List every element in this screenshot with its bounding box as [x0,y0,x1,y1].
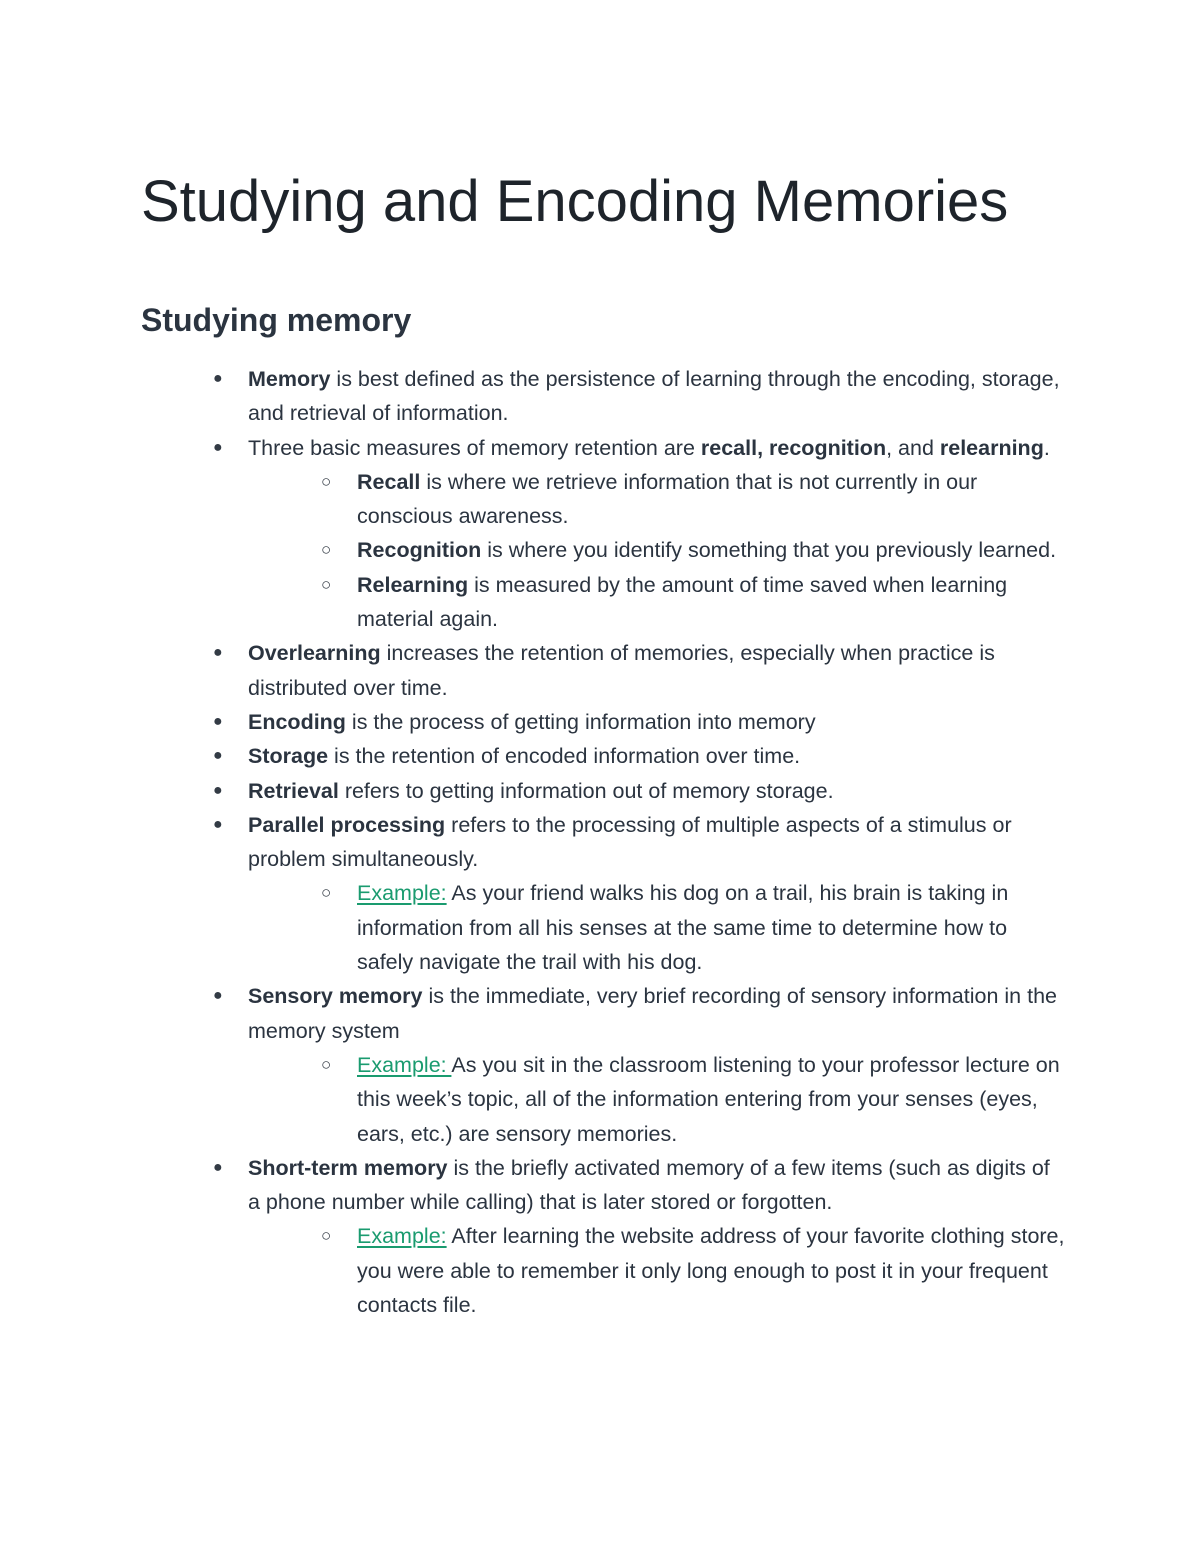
term: Overlearning [248,641,381,666]
list-item [0,705,1060,739]
term: Relearning [357,572,469,597]
page-title: Studying and Encoding Memories [141,169,1009,234]
example-label: Example: [357,881,447,906]
bullet-icon: ● [213,712,223,730]
list-item [0,362,1060,431]
item-text: is the briefly activated memory of a few items (such as digits of a phone number while calling) that is later stored or forgotten. [248,1155,1050,1215]
bullet-icon: ● [213,1158,223,1176]
item-text: . [1043,435,1050,460]
bullet-icon: ● [213,781,223,799]
sub-bullet-icon: ○ [321,574,332,594]
sub-list-item [0,465,1067,534]
term: relearning [939,435,1044,460]
notes-list [0,362,1200,1322]
bullet-icon: ● [213,370,223,387]
item-text: is where you identify something that you previously learned. [481,538,1057,563]
list-item [0,1151,1060,1220]
list-item [0,636,1060,705]
item-text: refers to the processing of multiple aspects of a stimulus or problem simultaneously. [248,812,1012,872]
sub-bullet-icon: ○ [321,471,332,491]
item-text: is the process of getting information into memory [345,709,816,734]
term: Memory [248,367,331,391]
list-item [0,739,1060,773]
item-text: As your friend walks his dog on a trail, his brain is taking in information from all his senses at the same time to determine how to safely navigate the trail with his dog. [357,881,1009,975]
sub-list-item [0,533,1067,567]
item-text: is where we retrieve information that is not currently in our conscious awareness. [357,469,978,529]
list-item [0,808,1060,877]
sub-bullet-icon: ○ [321,1226,332,1246]
item-text: Three basic measures of memory retention are [248,435,701,460]
sub-list-item [0,1048,1067,1151]
bullet-icon: ● [213,815,223,833]
sub-list-item [0,876,1067,979]
sub-bullet-icon: ○ [321,883,332,903]
term: Recall [357,469,421,494]
sub-list-item [0,1219,1067,1322]
list-item [0,431,1060,465]
bullet-icon: ● [213,987,223,1005]
example-label: Example: [357,1052,452,1077]
term: Recognition [357,538,482,563]
term: Short-term memory [248,1155,448,1180]
item-text: refers to getting information out of memory storage. [338,778,834,803]
item-text: is the retention of encoded information over time. [328,744,801,769]
sub-bullet-icon: ○ [321,1054,332,1074]
list-item [0,774,1060,808]
bullet-icon: ● [213,644,223,662]
term: Storage [248,744,329,769]
item-text: , and [886,435,940,460]
item-text: is best defined as the persistence of learning through the encoding, storage, and retrieval of information. [248,367,1060,426]
term: Sensory memory [248,984,423,1009]
item-text: is measured by the amount of time saved when learning material again. [357,572,1008,632]
bullet-icon: ● [213,747,223,765]
list-item [0,979,1060,1048]
item-text: After learning the website address of your favorite clothing store, you were able to remember it only long enough to post it in your frequent contacts file. [357,1224,1065,1318]
term: Retrieval [248,778,339,803]
item-text: increases the retention of memories, especially when practice is distributed over time. [248,641,995,700]
sub-bullet-icon: ○ [321,540,332,560]
term: Parallel processing [248,812,446,837]
bullet-icon: ● [213,438,223,456]
term: Encoding [248,709,346,734]
item-text: As you sit in the classroom listening to your professor lecture on this week’s topic, all of the information entering from your senses (eyes, ears, etc.) are sensory memories. [357,1052,1060,1146]
item-text: is the immediate, very brief recording of sensory information in the memory system [248,984,1058,1043]
section-heading: Studying memory [141,302,412,338]
example-label: Example: [357,1224,447,1249]
sub-list-item [0,568,1067,637]
term: recall, recognition [700,435,887,460]
